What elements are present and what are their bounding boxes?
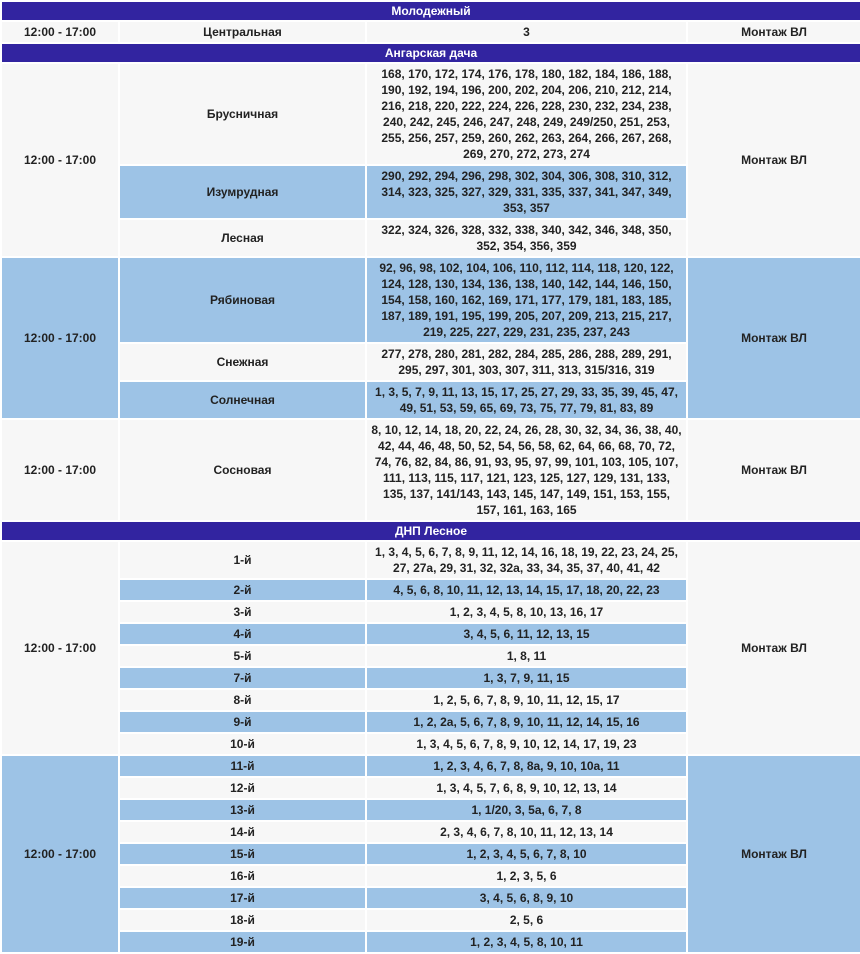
- street-cell: 15-й: [119, 843, 366, 865]
- street-cell: 16-й: [119, 865, 366, 887]
- houses-cell: 1, 3, 5, 7, 9, 11, 13, 15, 17, 25, 27, 29, 33, 35, 39, 45, 47, 49, 51, 53, 59, 65, 69, 73, 75, 77, 79, 81, 83, 89: [366, 381, 687, 419]
- houses-cell: 1, 2, 3, 5, 6: [366, 865, 687, 887]
- houses-cell: 1, 2, 2а, 5, 6, 7, 8, 9, 10, 11, 12, 14, 15, 16: [366, 711, 687, 733]
- work-type-cell: Монтаж ВЛ: [687, 755, 860, 953]
- houses-cell: 1, 3, 4, 5, 7, 6, 8, 9, 10, 12, 13, 14: [366, 777, 687, 799]
- section-title: Молодежный: [1, 1, 860, 21]
- time-cell: 12:00 - 17:00: [1, 21, 119, 43]
- houses-cell: 1, 3, 7, 9, 11, 15: [366, 667, 687, 689]
- time-cell: 12:00 - 17:00: [1, 257, 119, 419]
- street-cell: 4-й: [119, 623, 366, 645]
- time-cell: 12:00 - 17:00: [1, 755, 119, 953]
- section-header-row: [1, 521, 860, 541]
- houses-cell: 8, 10, 12, 14, 18, 20, 22, 24, 26, 28, 30, 32, 34, 36, 38, 40, 42, 44, 46, 48, 50, 52, 54, 56, 58, 62, 64, 66, 68, 70, 72, 74, 76, 82, 84, 86, 91, 93, 95, 97, 99, 101, 103, 105, 107, 111, 113, 115, 117, 121, 123, 125, 127, 129, 131, 133, 135, 137, 141/143, 143, 145, 147, 149, 151, 153, 155, 157, 161, 163, 165: [366, 419, 687, 521]
- section-header-row: [1, 1, 860, 21]
- work-type-cell: Монтаж ВЛ: [687, 21, 860, 43]
- houses-cell: 168, 170, 172, 174, 176, 178, 180, 182, 184, 186, 188, 190, 192, 194, 196, 200, 202, 204, 206, 210, 212, 214, 216, 218, 220, 222, 224, 226, 228, 230, 232, 234, 238, 240, 242, 245, 246, 247, 248, 249, 249/250, 251, 253, 255, 256, 257, 259, 260, 262, 263, 264, 266, 267, 268, 269, 270, 272, 273, 274: [366, 63, 687, 165]
- table-row: [1, 755, 860, 777]
- houses-cell: 1, 2, 3, 4, 5, 8, 10, 11: [366, 931, 687, 953]
- houses-cell: 2, 3, 4, 6, 7, 8, 10, 11, 12, 13, 14: [366, 821, 687, 843]
- houses-cell: 290, 292, 294, 296, 298, 302, 304, 306, 308, 310, 312, 314, 323, 325, 327, 329, 331, 335, 337, 341, 347, 349, 353, 357: [366, 165, 687, 219]
- houses-cell: 1, 2, 3, 4, 5, 6, 7, 8, 10: [366, 843, 687, 865]
- table-row: [1, 541, 860, 579]
- street-cell: 5-й: [119, 645, 366, 667]
- houses-cell: 1, 1/20, 3, 5а, 6, 7, 8: [366, 799, 687, 821]
- work-type-cell: Монтаж ВЛ: [687, 419, 860, 521]
- street-cell: 11-й: [119, 755, 366, 777]
- table-row: [1, 419, 860, 521]
- street-cell: Сосновая: [119, 419, 366, 521]
- houses-cell: 92, 96, 98, 102, 104, 106, 110, 112, 114, 118, 120, 122, 124, 128, 130, 134, 136, 138, 140, 142, 144, 146, 150, 154, 158, 160, 162, 169, 171, 177, 179, 181, 183, 185, 187, 189, 191, 195, 199, 205, 207, 209, 213, 215, 217, 219, 225, 227, 229, 231, 235, 237, 243: [366, 257, 687, 343]
- street-cell: 14-й: [119, 821, 366, 843]
- time-cell: 12:00 - 17:00: [1, 419, 119, 521]
- table-row: [1, 21, 860, 43]
- table-row: [1, 63, 860, 165]
- houses-cell: 4, 5, 6, 8, 10, 11, 12, 13, 14, 15, 17, 18, 20, 22, 23: [366, 579, 687, 601]
- street-cell: 12-й: [119, 777, 366, 799]
- time-cell: 12:00 - 17:00: [1, 63, 119, 257]
- houses-cell: 277, 278, 280, 281, 282, 284, 285, 286, 288, 289, 291, 295, 297, 301, 303, 307, 311, 313, 315/316, 319: [366, 343, 687, 381]
- section-header-row: [1, 43, 860, 63]
- street-cell: Центральная: [119, 21, 366, 43]
- section-title: Ангарская дача: [1, 43, 860, 63]
- street-cell: 13-й: [119, 799, 366, 821]
- section-title: ДНП Лесное: [1, 521, 860, 541]
- street-cell: 17-й: [119, 887, 366, 909]
- houses-cell: 322, 324, 326, 328, 332, 338, 340, 342, 346, 348, 350, 352, 354, 356, 359: [366, 219, 687, 257]
- street-cell: 9-й: [119, 711, 366, 733]
- street-cell: Лесная: [119, 219, 366, 257]
- houses-cell: 3, 4, 5, 6, 8, 9, 10: [366, 887, 687, 909]
- houses-cell: 1, 8, 11: [366, 645, 687, 667]
- houses-cell: 1, 3, 4, 5, 6, 7, 8, 9, 11, 12, 14, 16, 18, 19, 22, 23, 24, 25, 27, 27а, 29, 31, 32, 32а, 33, 34, 35, 37, 40, 41, 42: [366, 541, 687, 579]
- houses-cell: 1, 3, 4, 5, 6, 7, 8, 9, 10, 12, 14, 17, 19, 23: [366, 733, 687, 755]
- street-cell: Изумрудная: [119, 165, 366, 219]
- street-cell: 7-й: [119, 667, 366, 689]
- houses-cell: 1, 2, 5, 6, 7, 8, 9, 10, 11, 12, 15, 17: [366, 689, 687, 711]
- houses-cell: 2, 5, 6: [366, 909, 687, 931]
- houses-cell: 3, 4, 5, 6, 11, 12, 13, 15: [366, 623, 687, 645]
- work-type-cell: Монтаж ВЛ: [687, 257, 860, 419]
- street-cell: Солнечная: [119, 381, 366, 419]
- street-cell: 18-й: [119, 909, 366, 931]
- street-cell: 1-й: [119, 541, 366, 579]
- work-type-cell: Монтаж ВЛ: [687, 541, 860, 755]
- table-row: [1, 257, 860, 343]
- houses-cell: 1, 2, 3, 4, 6, 7, 8, 8а, 9, 10, 10а, 11: [366, 755, 687, 777]
- street-cell: Брусничная: [119, 63, 366, 165]
- street-cell: 3-й: [119, 601, 366, 623]
- street-cell: 19-й: [119, 931, 366, 953]
- houses-cell: 1, 2, 3, 4, 5, 8, 10, 13, 16, 17: [366, 601, 687, 623]
- houses-cell: 3: [366, 21, 687, 43]
- street-cell: 8-й: [119, 689, 366, 711]
- street-cell: Рябиновая: [119, 257, 366, 343]
- street-cell: 2-й: [119, 579, 366, 601]
- street-cell: 10-й: [119, 733, 366, 755]
- time-cell: 12:00 - 17:00: [1, 541, 119, 755]
- street-cell: Снежная: [119, 343, 366, 381]
- work-type-cell: Монтаж ВЛ: [687, 63, 860, 257]
